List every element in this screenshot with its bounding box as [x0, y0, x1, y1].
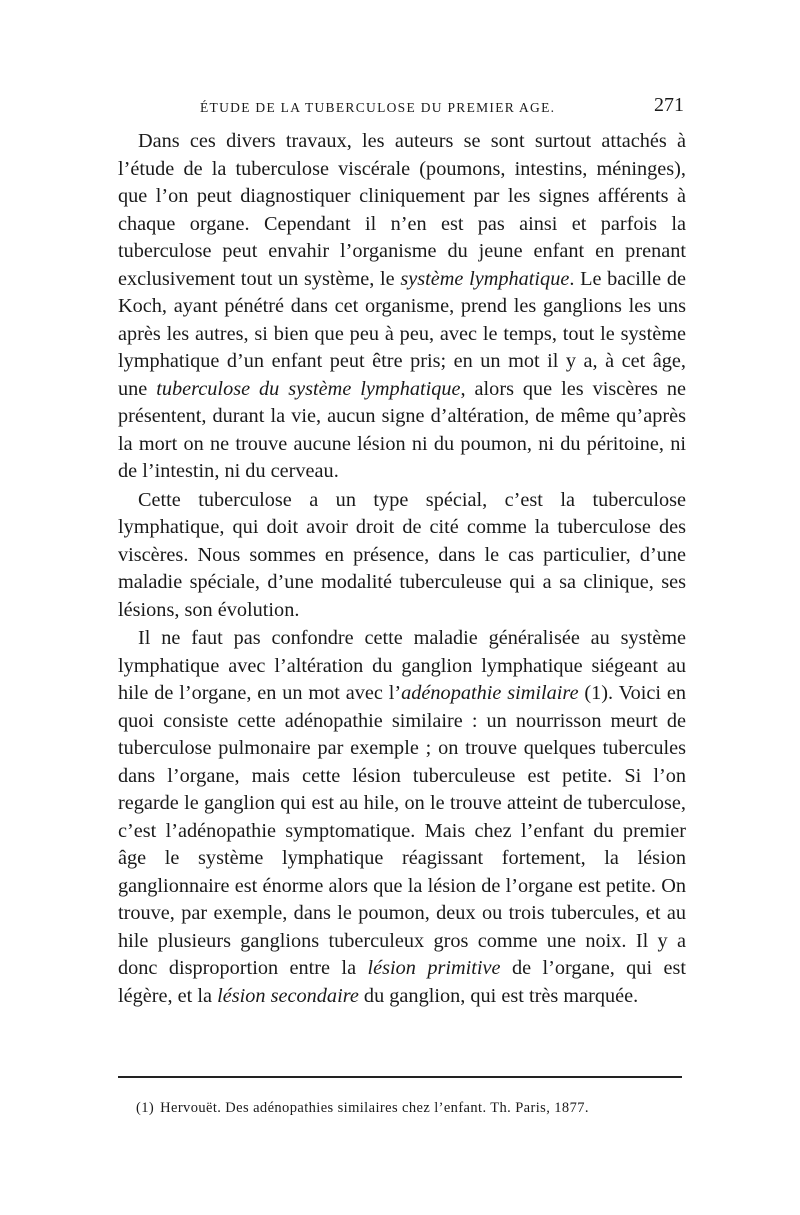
text-run: du ganglion, qui est très marquée. — [358, 984, 639, 1007]
footnote-separator — [118, 1076, 682, 1078]
italic-text: système lymphatique — [400, 267, 570, 290]
text-run: Dans ces divers travaux, les auteurs se sont surtout attachés à l’étude de la tuberculose viscérale (poumons, intestins, méninges), que l’on peut diagnostiquer cliniquement par les signes afférents à chaque organe. Cependant il n’en est pas ainsi et parfois la tuberculose peut envahir l’organisme du jeune enfant en prenant exclusivement tout un système, le — [118, 130, 686, 290]
paragraph — [118, 128, 686, 486]
running-header — [118, 94, 686, 122]
running-title: ÉTUDE DE LA TUBERCULOSE DU PREMIER AGE. — [200, 100, 556, 115]
paragraph — [118, 487, 686, 625]
italic-text: tuberculose du système lymphatique — [156, 377, 461, 400]
page-number: 271 — [654, 94, 684, 116]
footnote-marker: (1) — [136, 1100, 155, 1116]
text-run: . Le bacille de Koch, ayant pénétré dans cet organisme, prend les ganglions les uns après les autres, si bien que peu à peu, avec le temps, tout le système lymphatique d’un enfant peut être pris; en un mot il y a, à cet âge, une — [118, 267, 686, 400]
footnote — [136, 1100, 696, 1117]
footnote-text: Hervouët. Des adénopathies similaires chez l’enfant. Th. Paris, 1877. — [160, 1100, 589, 1116]
italic-text: lésion secondaire — [217, 984, 359, 1007]
text-run: Cette tuberculose a un type spécial, c’est la tuberculose lymphatique, qui doit avoir droit de cité comme la tuberculose des viscères. Nous sommes en présence, dans le cas particulier, d’une maladie spéciale, d’une modalité tuberculeuse qui a sa clinique, ses lésions, son évolution. — [118, 488, 686, 621]
text-run: , alors que les viscères ne présentent, durant la vie, aucun signe d’altération, de même qu’après la mort on ne trouve aucune lésion ni du poumon, ni du péritoine, ni de l’intestin, ni du cerveau. — [118, 377, 686, 482]
italic-text: adénopathie similaire — [401, 682, 579, 704]
text-run: Il ne faut pas confondre cette maladie généralisée au système lymphatique avec l’altération du ganglion lymphatique siégeant au hile de l’organe, en un mot avec l’ — [118, 627, 686, 704]
body-text — [118, 128, 686, 1010]
text-run: de l’organe, qui est légère, et la — [118, 957, 687, 1007]
text-run: (1). Voici en quoi consiste cette adénopathie similaire : un nourrisson meurt de tuberculose pulmonaire par exemple ; on trouve quelques tubercules dans l’organe, mais cette lésion tuberculeuse est petite. Si l’on regarde le ganglion qui est au hile, on le trouve atteint de tuberculose, c’est l’adénopathie symptomatique. Mais chez l’enfant du premier âge le système lymphatique réagissant fortement, la lésion ganglionnaire est énorme alors que la lésion de l’organe est petite. On trouve, par exemple, dans le poumon, deux ou trois tubercules, et au hile plusieurs ganglions tuberculeux gros comme une noix. Il y a donc disproportion entre la — [118, 682, 686, 979]
italic-text: lésion primitive — [367, 957, 501, 979]
paragraph — [118, 625, 686, 1010]
